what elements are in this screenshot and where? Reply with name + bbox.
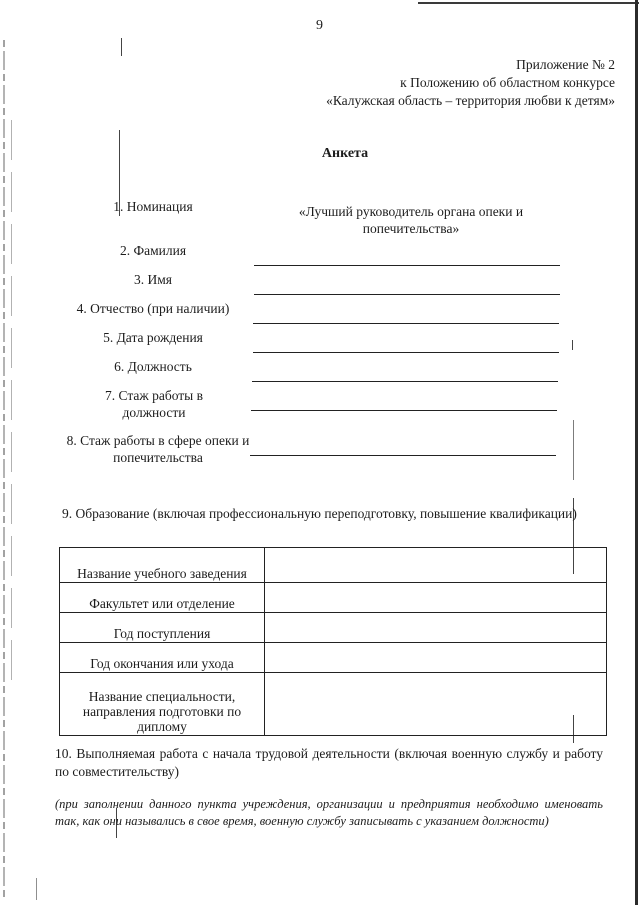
- education-institution-label: Название учебного заведения: [60, 548, 265, 583]
- specialty-cell[interactable]: [265, 673, 607, 736]
- nomination-value: «Лучший руководитель органа опеки и попечительства»: [298, 204, 524, 236]
- admission-year-label: Год поступления: [60, 613, 265, 643]
- patronymic-line[interactable]: [253, 323, 559, 324]
- name-line[interactable]: [254, 294, 560, 295]
- scan-edge-left-inner: [11, 120, 12, 680]
- appendix-line-2: к Положению об областном конкурсе: [400, 75, 615, 90]
- scan-mark: [36, 878, 37, 900]
- scan-mark: [573, 420, 574, 480]
- scan-mark: [121, 38, 122, 56]
- field-label-guardianship-experience: 8. Стаж работы в сфере опеки и попечительства: [66, 433, 250, 465]
- field-label-position: 6. Должность: [114, 359, 192, 374]
- page-number: 9: [316, 18, 323, 33]
- graduation-year-cell[interactable]: [265, 643, 607, 673]
- scan-edge-left: [3, 40, 5, 900]
- appendix-line-1: Приложение № 2: [516, 57, 615, 72]
- table-row: [60, 548, 607, 583]
- field-label-name: 3. Имя: [133, 272, 172, 287]
- field-label-position-experience: 7. Стаж работы в должности: [105, 388, 203, 420]
- birthdate-line[interactable]: [253, 352, 559, 353]
- appendix-line-3: «Калужская область – территория любви к детям»: [326, 93, 615, 108]
- education-table: [59, 547, 607, 736]
- position-line[interactable]: [252, 381, 558, 382]
- specialty-label: Название специальности, направления подготовки по диплому: [60, 673, 265, 736]
- guardianship-experience-line[interactable]: [250, 455, 556, 456]
- field-label-patronymic: 4. Отчество (при наличии): [76, 301, 230, 316]
- surname-line[interactable]: [254, 265, 560, 266]
- table-row: [60, 673, 607, 736]
- field-label-birthdate: 5. Дата рождения: [103, 330, 203, 345]
- scan-edge-right: [635, 0, 638, 905]
- scan-edge-top: [418, 2, 639, 4]
- faculty-label: Факультет или отделение: [60, 583, 265, 613]
- field-label-nomination: 1. Номинация: [113, 199, 193, 214]
- scan-mark: [572, 340, 573, 350]
- admission-year-cell[interactable]: [265, 613, 607, 643]
- education-institution-cell[interactable]: [265, 548, 607, 583]
- faculty-cell[interactable]: [265, 583, 607, 613]
- graduation-year-label: Год окончания или ухода: [60, 643, 265, 673]
- table-row: [60, 583, 607, 613]
- field-label-surname: 2. Фамилия: [119, 243, 187, 258]
- work-history-note: (при заполнении данного пункта учреждения, организации и предприятия необходимо именовать так, как они назывались в свое время, военную службу записывать с указанием должности): [55, 797, 603, 828]
- form-title: Анкета: [321, 146, 369, 161]
- table-row: [60, 643, 607, 673]
- position-experience-line[interactable]: [251, 410, 557, 411]
- work-history-heading: 10. Выполняемая работа с начала трудовой деятельности (включая военную службу и работу по совместительству): [55, 746, 603, 779]
- table-row: [60, 613, 607, 643]
- education-heading: 9. Образование (включая профессиональную переподготовку, повышение квалификации): [62, 506, 577, 521]
